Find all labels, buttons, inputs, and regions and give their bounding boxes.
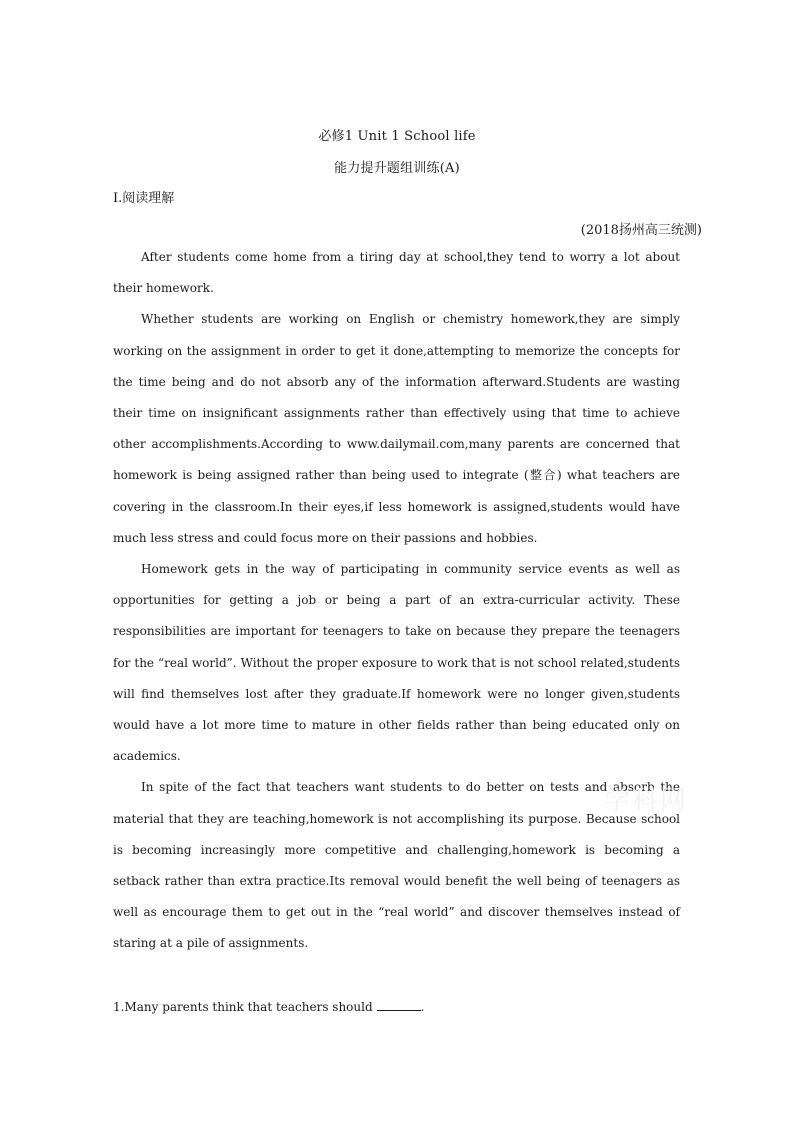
document-subtitle: 能力提升题组训练(A) bbox=[334, 161, 460, 176]
question-1-text: 1.Many parents think that teachers should bbox=[113, 1000, 373, 1014]
passage-paragraph-2: Whether students are working on English or chemistry homework,they are simply working on the assignment in order to get it done,attempting to memorize the concepts for the time being and do not absorb any of the information afterward.Students are wasting their time on insignificant assignments rather than effectively using that time to achieve other accomplishments.According to www.dailymail.com,many parents are concerned that homework is being assigned rather than being used to integrate (整合) what teachers are covering in the classroom.In their eyes,if less homework is assigned,students would have much less stress and could focus more on their passions and hobbies. bbox=[113, 312, 680, 545]
question-1-end: . bbox=[420, 1000, 425, 1014]
source-note: (2018扬州高三统测) bbox=[580, 223, 702, 238]
reading-passage bbox=[113, 242, 680, 960]
passage-paragraph-1: After students come home from a tiring day at school,they tend to worry a lot about their homework. bbox=[113, 250, 680, 296]
section-heading: Ⅰ.阅读理解 bbox=[113, 191, 175, 206]
document-title: 必修1 Unit 1 School life bbox=[318, 129, 476, 144]
watermark-logo: 学科网 bbox=[604, 786, 689, 816]
answer-blank bbox=[377, 998, 421, 1011]
question-1 bbox=[113, 992, 424, 1023]
passage-paragraph-3: Homework gets in the way of participating in community service events as well as opportunities for getting a job or being a part of an extra-curricular activity. These responsibilities are important for teenagers to take on because they prepare the teenagers for the “real world”. Without the proper exposure to work that is not school related,students will find themselves lost after they graduate.If homework were no longer given,students would have a lot more time to mature in other fields rather than being educated only on academics. bbox=[113, 562, 680, 764]
passage-paragraph-4: In spite of the fact that teachers want students to do better on tests and absorb the material that they are teaching,homework is not accomplishing its purpose. Because school is becoming increasingly more competitive and challenging,homework is becoming a setback rather than extra practice.Its removal would benefit the well being of teenagers as well as encourage them to get out in the “real world” and discover themselves instead of staring at a pile of assignments. bbox=[113, 780, 680, 951]
